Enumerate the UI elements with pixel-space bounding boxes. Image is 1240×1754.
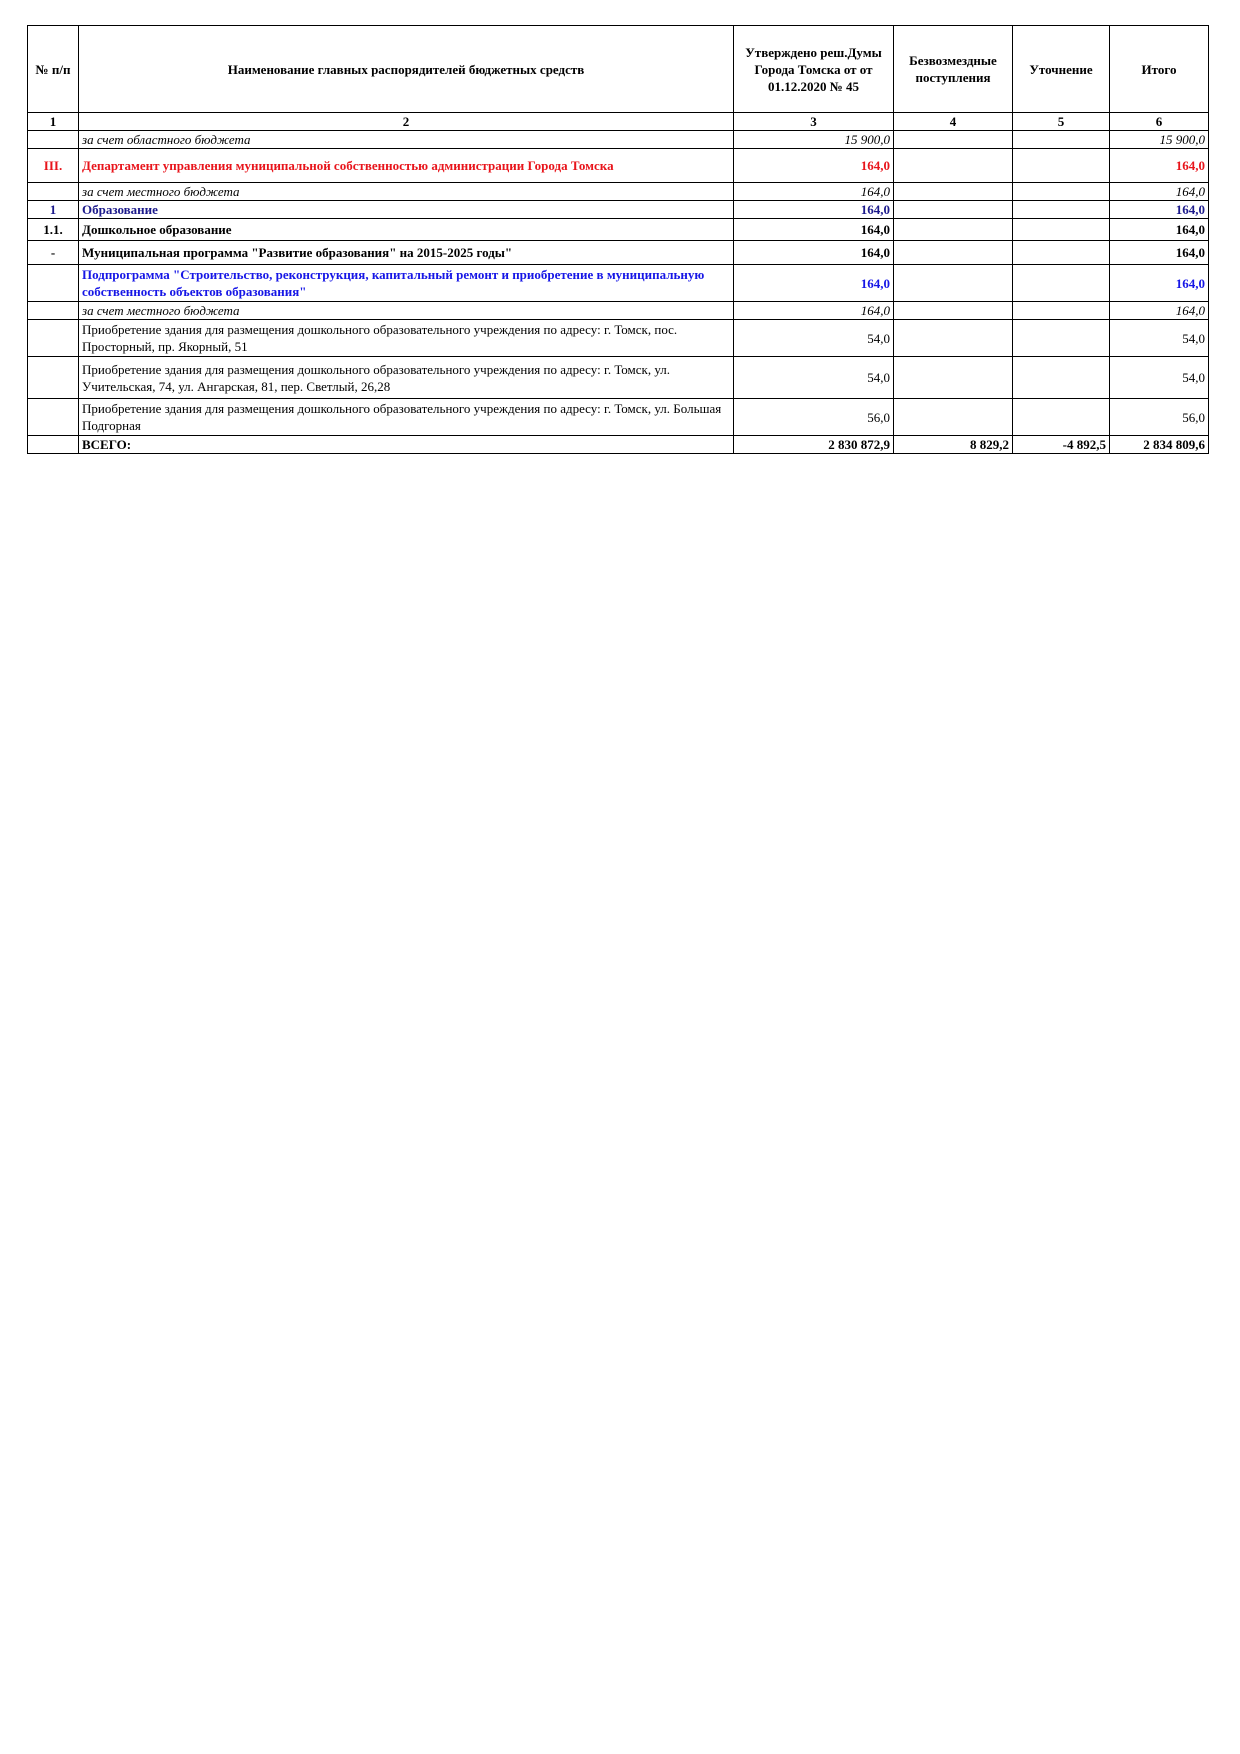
row-name: за счет областного бюджета [79,131,734,149]
row-no: - [28,241,79,265]
column-number-row [28,113,1209,131]
row-total: 164,0 [1110,201,1209,219]
table-row [28,357,1209,399]
header-name: Наименование главных распорядителей бюджетных средств [79,26,734,113]
table-row [28,320,1209,357]
column-number: 1 [28,113,79,131]
row-name: Приобретение здания для размещения дошкольного образовательного учреждения по адресу: г. Томск, ул. Большая Подгорная [79,399,734,436]
row-grants [894,131,1013,149]
row-grants [894,302,1013,320]
row-adjust [1013,183,1110,201]
row-grants [894,201,1013,219]
row-approved: 15 900,0 [734,131,894,149]
row-approved: 164,0 [734,241,894,265]
row-name: Подпрограмма "Строительство, реконструкция, капитальный ремонт и приобретение в муниципальную собственность объектов образования" [79,265,734,302]
header-grants: Безвозмездные поступления [894,26,1013,113]
table-row [28,241,1209,265]
table-row [28,149,1209,183]
row-adjust [1013,357,1110,399]
row-grants [894,183,1013,201]
table-row [28,265,1209,302]
row-grants [894,320,1013,357]
row-grants [894,149,1013,183]
header-no: № п/п [28,26,79,113]
row-approved: 164,0 [734,183,894,201]
row-grants [894,219,1013,241]
row-total: 164,0 [1110,149,1209,183]
row-total: 54,0 [1110,357,1209,399]
row-total: 15 900,0 [1110,131,1209,149]
row-grants [894,265,1013,302]
row-total: 164,0 [1110,241,1209,265]
row-name: за счет местного бюджета [79,183,734,201]
header-adjust: Уточнение [1013,26,1110,113]
row-no [28,131,79,149]
row-no: III. [28,149,79,183]
row-total: 164,0 [1110,219,1209,241]
header-total: Итого [1110,26,1209,113]
row-name: Приобретение здания для размещения дошкольного образовательного учреждения по адресу: г. Томск, пос. Просторный, пр. Якорный, 51 [79,320,734,357]
column-number: 6 [1110,113,1209,131]
row-approved: 56,0 [734,399,894,436]
row-total: 164,0 [1110,265,1209,302]
row-adjust [1013,241,1110,265]
row-total: 54,0 [1110,320,1209,357]
row-total: 2 834 809,6 [1110,436,1209,454]
row-adjust [1013,320,1110,357]
row-adjust [1013,302,1110,320]
row-no [28,320,79,357]
row-adjust [1013,201,1110,219]
row-adjust: -4 892,5 [1013,436,1110,454]
budget-table [27,25,1209,454]
row-approved: 54,0 [734,357,894,399]
row-approved: 164,0 [734,219,894,241]
table-row [28,219,1209,241]
row-adjust [1013,219,1110,241]
row-adjust [1013,399,1110,436]
row-grants: 8 829,2 [894,436,1013,454]
row-no [28,399,79,436]
row-grants [894,357,1013,399]
row-no [28,357,79,399]
row-no [28,302,79,320]
row-approved: 2 830 872,9 [734,436,894,454]
row-approved: 164,0 [734,265,894,302]
row-name: Приобретение здания для размещения дошкольного образовательного учреждения по адресу: г. Томск, ул. Учительская, 74, ул. Ангарская, 81, пер. Светлый, 26,28 [79,357,734,399]
row-total: 164,0 [1110,302,1209,320]
row-total: 164,0 [1110,183,1209,201]
column-number: 5 [1013,113,1110,131]
row-no [28,436,79,454]
row-grants [894,399,1013,436]
row-approved: 164,0 [734,201,894,219]
row-grants [894,241,1013,265]
header-row [28,26,1209,113]
row-no: 1 [28,201,79,219]
row-adjust [1013,265,1110,302]
total-row [28,436,1209,454]
row-name: Департамент управления муниципальной собственностью администрации Города Томска [79,149,734,183]
table-row [28,302,1209,320]
row-adjust [1013,149,1110,183]
row-name: Муниципальная программа "Развитие образования" на 2015-2025 годы" [79,241,734,265]
row-name: Образование [79,201,734,219]
row-no [28,183,79,201]
row-name: за счет местного бюджета [79,302,734,320]
table-row [28,131,1209,149]
table-row [28,183,1209,201]
row-approved: 54,0 [734,320,894,357]
table-row [28,399,1209,436]
column-number: 2 [79,113,734,131]
header-approved: Утверждено реш.Думы Города Томска от от 01.12.2020 № 45 [734,26,894,113]
table-row [28,201,1209,219]
column-number: 3 [734,113,894,131]
row-no [28,265,79,302]
column-number: 4 [894,113,1013,131]
row-approved: 164,0 [734,302,894,320]
row-name: Дошкольное образование [79,219,734,241]
row-total: 56,0 [1110,399,1209,436]
row-no: 1.1. [28,219,79,241]
row-approved: 164,0 [734,149,894,183]
row-name: ВСЕГО: [79,436,734,454]
row-adjust [1013,131,1110,149]
